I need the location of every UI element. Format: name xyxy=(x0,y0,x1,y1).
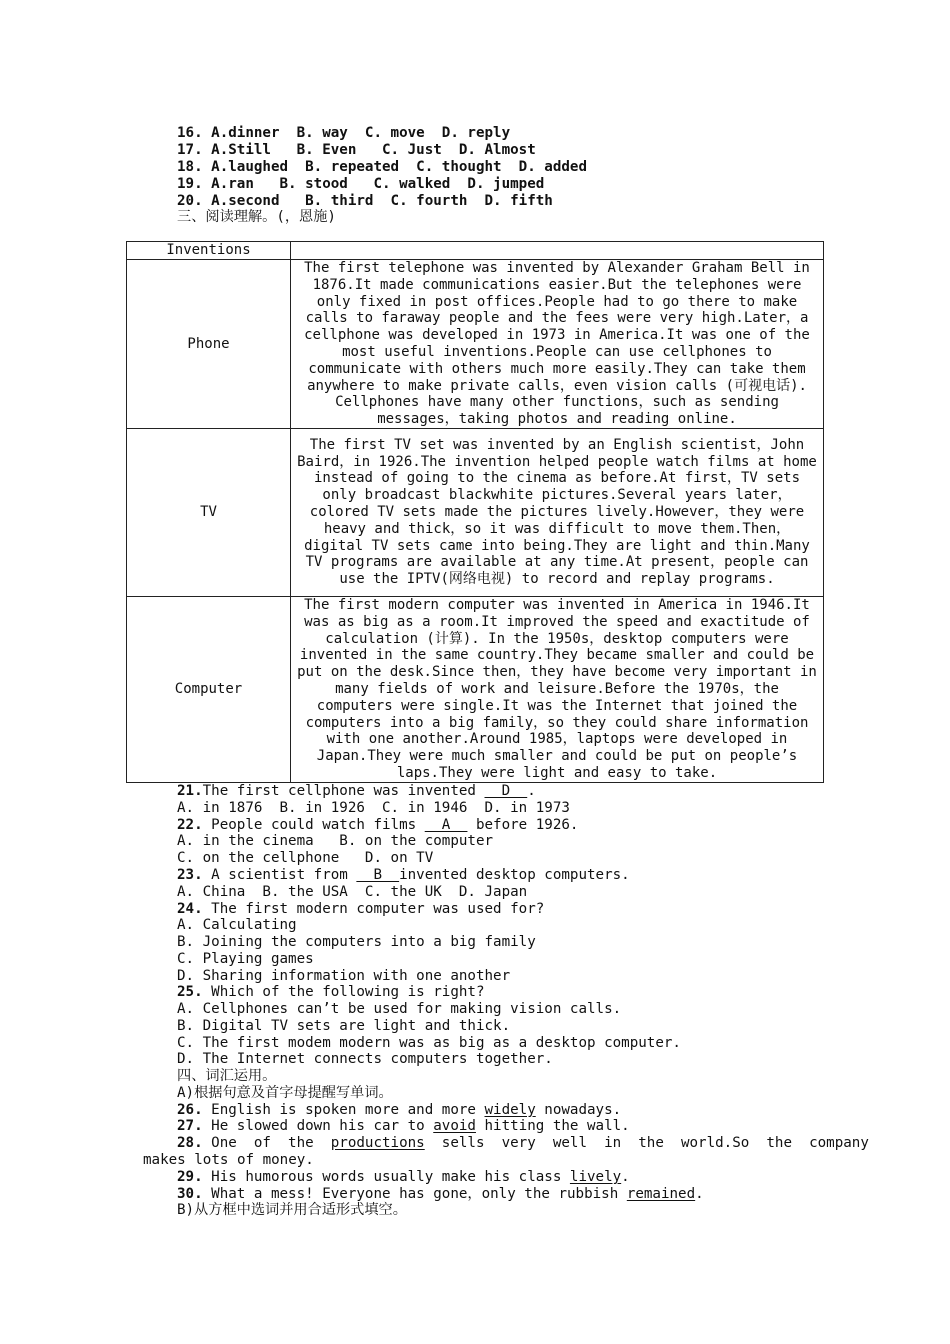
table-header-inventions: Inventions xyxy=(127,242,291,260)
question-24-option-d: D. Sharing information with one another xyxy=(177,968,511,984)
question-22-options-2: C. on the cellphone D. on TV xyxy=(177,850,434,866)
table-header-row xyxy=(127,242,824,260)
question-28: 28. One of the productions sells very well in the world.So the company xyxy=(177,1135,869,1151)
option-line-16: 16. A.dinner B. way C. move D. reply xyxy=(177,125,511,141)
question-25: 25. Which of the following is right? xyxy=(177,984,485,1000)
row-label-tv: TV xyxy=(127,428,291,596)
inventions-table xyxy=(126,241,824,783)
question-30: 30. What a mess! Everyone has gone，only the rubbish remained. xyxy=(177,1186,704,1202)
answer-21: D xyxy=(484,783,528,799)
section4-title: 四、词汇运用。 xyxy=(177,1068,277,1084)
answer-23: B xyxy=(356,867,400,883)
question-24-option-b: B. Joining the computers into a big family xyxy=(177,934,536,950)
question-24-option-a: A. Calculating xyxy=(177,917,297,933)
question-23: 23. A scientist from B invented desktop computers. xyxy=(177,867,630,883)
answer-30: remained xyxy=(626,1186,696,1202)
question-25-option-c: C. The first modem modern was as big as a desktop computer. xyxy=(177,1035,681,1051)
question-22: 22. People could watch films A before 1926. xyxy=(177,817,579,833)
row-text-tv: The first TV set was invented by an English scientist，John Baird，in 1926.The invention helped people watch films at home instead of going to the cinema as before.At first，TV sets only broadcast blackwhite pictures.Several years later，colored TV sets made the pictures lively.However，they were heavy and thick，so it was difficult to move them.Then，digital TV sets came into being.They are light and thin.Many TV programs are available at any time.At present，people can use the IPTV(网络电视) to record and replay programs. xyxy=(291,428,824,596)
question-27: 27. He slowed down his car to avoid hitting the wall. xyxy=(177,1118,630,1134)
part-b-title: B)从方框中选词并用合适形式填空。 xyxy=(177,1202,407,1218)
question-22-options-1: A. in the cinema B. on the computer xyxy=(177,833,494,849)
row-text-phone: The first telephone was invented by Alexander Graham Bell in 1876.It made communications easier.But the telephones were only fixed in post offices.People had to go there to make calls to faraway people and the fees were very high.Later，a cellphone was developed in 1973 in America.It was one of the most useful inventions.People can use cellphones to communicate with others much more easily.They can take them anywhere to make private calls，even vision calls (可视电话). Cellphones have many other functions，such as sending messages，taking photos and reading online. xyxy=(291,260,824,429)
row-label-phone: Phone xyxy=(127,260,291,429)
table-row-computer xyxy=(127,596,824,782)
option-line-20: 20. A.second B. third C. fourth D. fifth xyxy=(177,193,553,209)
option-line-18: 18. A.laughed B. repeated C. thought D. added xyxy=(177,159,587,175)
question-25-option-d: D. The Internet connects computers together. xyxy=(177,1051,553,1067)
answer-27: avoid xyxy=(433,1118,476,1134)
option-line-17: 17. A.Still B. Even C. Just D. Almost xyxy=(177,142,536,158)
answer-29: lively xyxy=(569,1169,622,1185)
question-24: 24. The first modern computer was used for? xyxy=(177,901,545,917)
table-header-empty xyxy=(291,242,824,260)
answer-22: A xyxy=(424,817,468,833)
answer-28: productions xyxy=(330,1135,425,1151)
option-line-19: 19. A.ran B. stood C. walked D. jumped xyxy=(177,176,545,192)
question-29: 29. His humorous words usually make his class lively. xyxy=(177,1169,630,1185)
question-23-options: A. China B. the USA C. the UK D. Japan xyxy=(177,884,528,900)
row-text-computer: The first modern computer was invented in America in 1946.It was as big as a room.It improved the speed and exactitude of calculation (计算). In the 1950s，desktop computers were invented in the same country.They became smaller and could be put on the desk.Since then，they have become very important in many fields of work and leisure.Before the 1970s，the computers were single.It was the Internet that joined the computers into a big family，so they could share information with one another.Around 1985，laptops were developed in Japan.They were much smaller and could be put on people’s laps.They were light and easy to take. xyxy=(291,596,824,782)
table-row-tv xyxy=(127,428,824,596)
part-a-title: A)根据句意及首字母提醒写单词。 xyxy=(177,1085,393,1101)
section3-title: 三、阅读理解。(，恩施) xyxy=(177,209,336,225)
row-label-computer: Computer xyxy=(127,596,291,782)
question-21-options: A. in 1876 B. in 1926 C. in 1946 D. in 1973 xyxy=(177,800,570,816)
table-row-phone xyxy=(127,260,824,429)
question-25-option-b: B. Digital TV sets are light and thick. xyxy=(177,1018,511,1034)
question-26: 26. English is spoken more and more widely nowadays. xyxy=(177,1102,622,1118)
question-25-option-a: A. Cellphones can’t be used for making vision calls. xyxy=(177,1001,622,1017)
question-21: 21.The first cellphone was invented D . xyxy=(177,783,536,799)
question-28-continued: makes lots of money. xyxy=(143,1152,314,1168)
answer-26: widely xyxy=(484,1102,536,1118)
question-24-option-c: C. Playing games xyxy=(177,951,314,967)
